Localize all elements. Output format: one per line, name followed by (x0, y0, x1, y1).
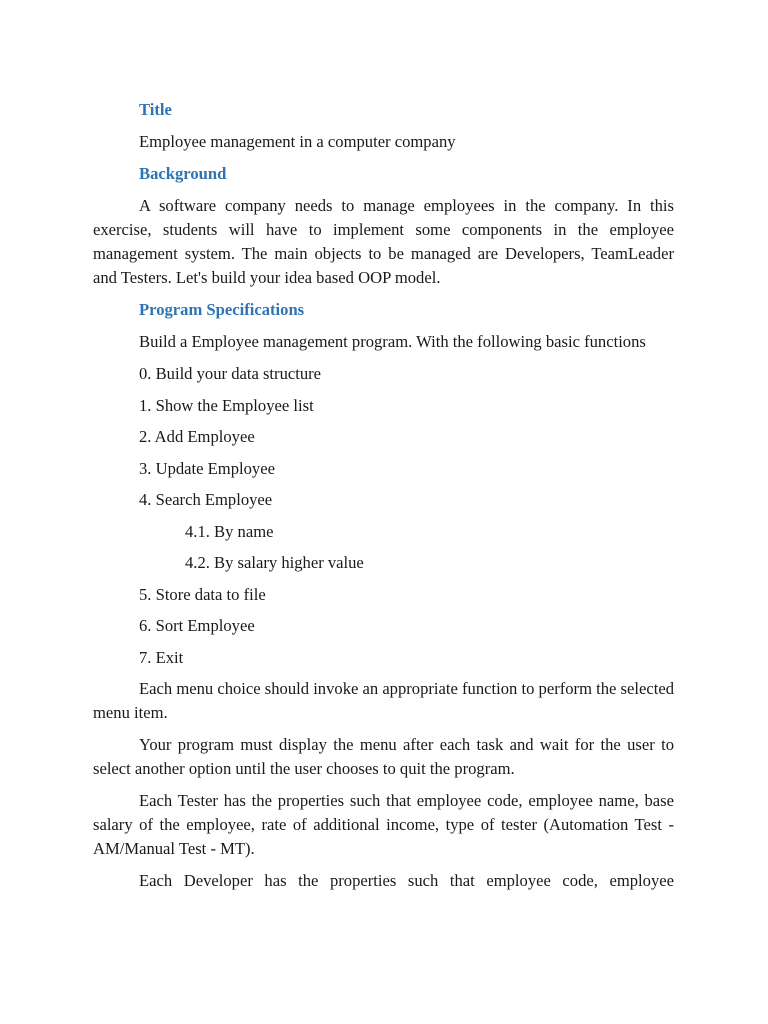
menu-item-1: 1. Show the Employee list (139, 395, 314, 415)
paragraph-display-menu: Your program must display the menu after each task and wait for the user to select another option until the user chooses to quit the program. (93, 735, 674, 778)
submenu-item-4-2: 4.2. By salary higher value (185, 553, 364, 572)
menu-item-4: 4. Search Employee (139, 490, 273, 509)
menu-item-6: 6. Sort Employee (139, 616, 255, 635)
menu-item-2: 2. Add Employee (139, 427, 255, 446)
program-specifications-heading: Program Specifications (139, 300, 305, 319)
menu-item-3: 3. Update Employee (139, 458, 275, 478)
title-text: Employee management in a computer company (139, 132, 456, 151)
menu-item-0: 0. Build your data structure (139, 364, 322, 383)
menu-item-5: 5. Store data to file (139, 584, 266, 604)
submenu-item-4-1: 4.1. By name (185, 521, 274, 541)
background-heading: Background (139, 164, 227, 183)
menu-item-7: 7. Exit (139, 647, 184, 667)
paragraph-menu-choice: Each menu choice should invoke an appropriate function to perform the selected menu item. (93, 679, 674, 722)
title-heading: Title (139, 100, 172, 119)
paragraph-developer-properties: Each Developer has the properties such that employee code, employee (139, 871, 674, 890)
document-page (93, 98, 674, 901)
paragraph-tester-properties: Each Tester has the properties such that employee code, employee name, base salary of the employee, rate of additional income, type of tester (Automation Test - AM/Manual Test - MT). (93, 791, 674, 858)
specifications-intro: Build a Employee management program. With the following basic functions (139, 332, 646, 351)
background-text: A software company needs to manage employees in the company. In this exercise, students will have to implement some components in the employee management system. The main objects to be managed are Developers, TeamLeader and Testers. Let's build your idea based OOP model. (93, 196, 674, 287)
